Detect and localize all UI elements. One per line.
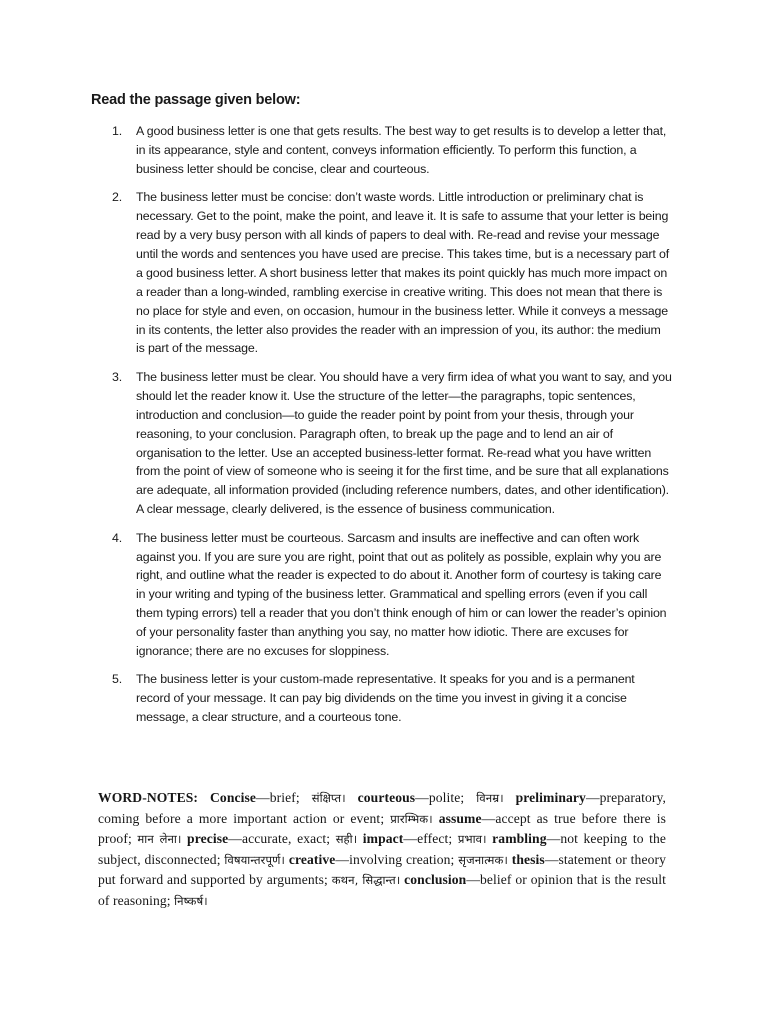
word-note-meaning: belief or opinion that is the result of reasoning; (98, 872, 667, 908)
word-notes (98, 788, 666, 912)
word-note-term: conclusion (404, 872, 467, 888)
item-text: The business letter must be clear. You should have a very firm idea of what you want to say, and you should let the reader know it. Use the structure of the letter—the paragraphs, topic sentences, introduction and conclusion—to guide the reader point by point from your thesis, through your reasoning, to your conclusion. Paragraph often, to break up the page and to lend an air of organisation to the letter. Use an accepted business-letter format. Re-read what you have written from the point of view of someone who is seeing it for the first time, and be sure that all explanations are adequate, all information provided (including reference numbers, dates, and other identification). A clear message, clearly delivered, is the essence of business communication. (136, 369, 672, 517)
word-note-hindi: कथन, सिद्धान्त। (331, 873, 401, 888)
word-note-meaning: effect; (417, 831, 453, 847)
word-note: creative—involving creation; सृजनात्मक। (288, 851, 508, 867)
passage-item (112, 670, 672, 727)
passage-item (112, 188, 672, 358)
passage-item (112, 368, 672, 519)
passage-heading: Read the passage given below: (91, 92, 301, 108)
word-note-hindi: निष्कर्ष। (174, 893, 208, 908)
item-number: 4. (112, 530, 123, 545)
word-note: thesis—statement or theory put forward and supported by arguments; कथन, सिद्धान्त। (98, 851, 667, 888)
word-note-meaning: not keeping to the subject, disconnected; (98, 831, 667, 867)
passage-list (112, 122, 672, 737)
word-note-hindi: प्रभाव। (457, 832, 487, 847)
word-note: impact—effect; प्रभाव। (362, 831, 487, 847)
word-note-hindi: प्रारम्भिक। (390, 811, 433, 826)
word-note-term: rambling (492, 831, 547, 847)
item-number: 5. (112, 672, 123, 687)
item-text: A good business letter is one that gets results. The best way to get results is to develop a letter that, in its appearance, style and content, conveys information efficiently. To perform this function, a business letter should be concise, clear and courteous. (136, 124, 667, 176)
word-note-meaning: accurate, exact; (241, 831, 331, 847)
passage-item (112, 122, 672, 179)
word-note-hindi: विनम्र। (476, 791, 504, 805)
word-note: precise—accurate, exact; सही। (187, 831, 358, 847)
word-note-meaning: statement or theory put forward and supported by arguments; (98, 851, 667, 888)
word-note-term: impact (362, 831, 404, 847)
word-note-meaning: brief; (269, 790, 300, 805)
word-note: conclusion—belief or opinion that is the result of reasoning; निष्कर्ष। (98, 872, 667, 908)
word-note-hindi: संक्षिप्त। (311, 791, 346, 805)
passage-item (112, 529, 672, 661)
item-text: The business letter must be courteous. Sarcasm and insults are ineffective and can often work against you. If you are sure you are right, point that out as politely as possible, explain why you are right, and outline what the reader is expected to do about it. Another form of courtesy is taking care in your writing and typing of the business letter. Grammatical and spelling errors (even if you call them typing errors) tell a reader that you don’t think enough of him or can lower the reader’s opinion of your personality faster than anything you say, no matter how idiotic. There are excuses for ignorance; there are no excuses for sloppiness. (136, 530, 667, 659)
item-text: The business letter must be concise: don’t waste words. Little introduction or preliminary chat is necessary. Get to the point, make the point, and leave it. It is safe to assume that your letter is being read by a very busy person with all kinds of papers to deal with. Re-read and revise your message until the words and sentences you have used are precise. This takes time, but is a necessary part of a good business letter. A short business letter that makes its point quickly has much more impact on a reader than a long-winded, rambling exercise in creative writing. This does not mean that there is no place for style and even, on occasion, humour in the business letter. While it conveys a message in its contents, the letter also provides the reader with an impression of you, its author: the medium is part of the message. (136, 190, 670, 356)
word-note-meaning: accept as true before there is proof; (98, 810, 667, 847)
word-note-hindi: सृजनात्मक। (458, 852, 508, 867)
word-note-term: precise (187, 831, 229, 847)
word-note: rambling—not keeping to the subject, disconnected; विषयान्तरपूर्ण। (98, 831, 667, 867)
word-note-hindi: विषयान्तरपूर्ण। (224, 852, 285, 867)
word-note-hindi: मान लेना। (137, 832, 182, 847)
word-note-term: thesis (511, 851, 545, 867)
word-note-term: assume (438, 810, 482, 826)
word-note-term: creative (288, 851, 336, 867)
item-number: 2. (112, 190, 123, 205)
word-notes-entries (98, 790, 666, 908)
item-number: 3. (112, 369, 123, 384)
word-note-term: Concise (210, 790, 257, 805)
word-note: Concise—brief; संक्षिप्त। (210, 790, 346, 805)
word-note-meaning: involving creation; (349, 851, 455, 867)
word-note-meaning: preparatory, coming before a more important action or event; (98, 790, 667, 826)
word-note-term: courteous (357, 790, 416, 805)
word-note-hindi: सही। (335, 832, 358, 847)
word-note: courteous—polite; विनम्र। (357, 790, 504, 805)
word-notes-label: WORD-NOTES: (98, 790, 199, 805)
word-note-meaning: polite; (428, 790, 465, 805)
item-text: The business letter is your custom-made representative. It speaks for you and is a permanent record of your message. It can pay big dividends on the time you invest in giving it a concise message, a clear structure, and a courteous tone. (136, 672, 635, 725)
word-note-term: preliminary (515, 790, 586, 805)
word-note: preliminary—preparatory, coming before a more important action or event; प्रारम्भिक। (98, 790, 667, 826)
item-number: 1. (112, 124, 123, 138)
word-note: assume—accept as true before there is proof; मान लेना। (98, 810, 667, 847)
